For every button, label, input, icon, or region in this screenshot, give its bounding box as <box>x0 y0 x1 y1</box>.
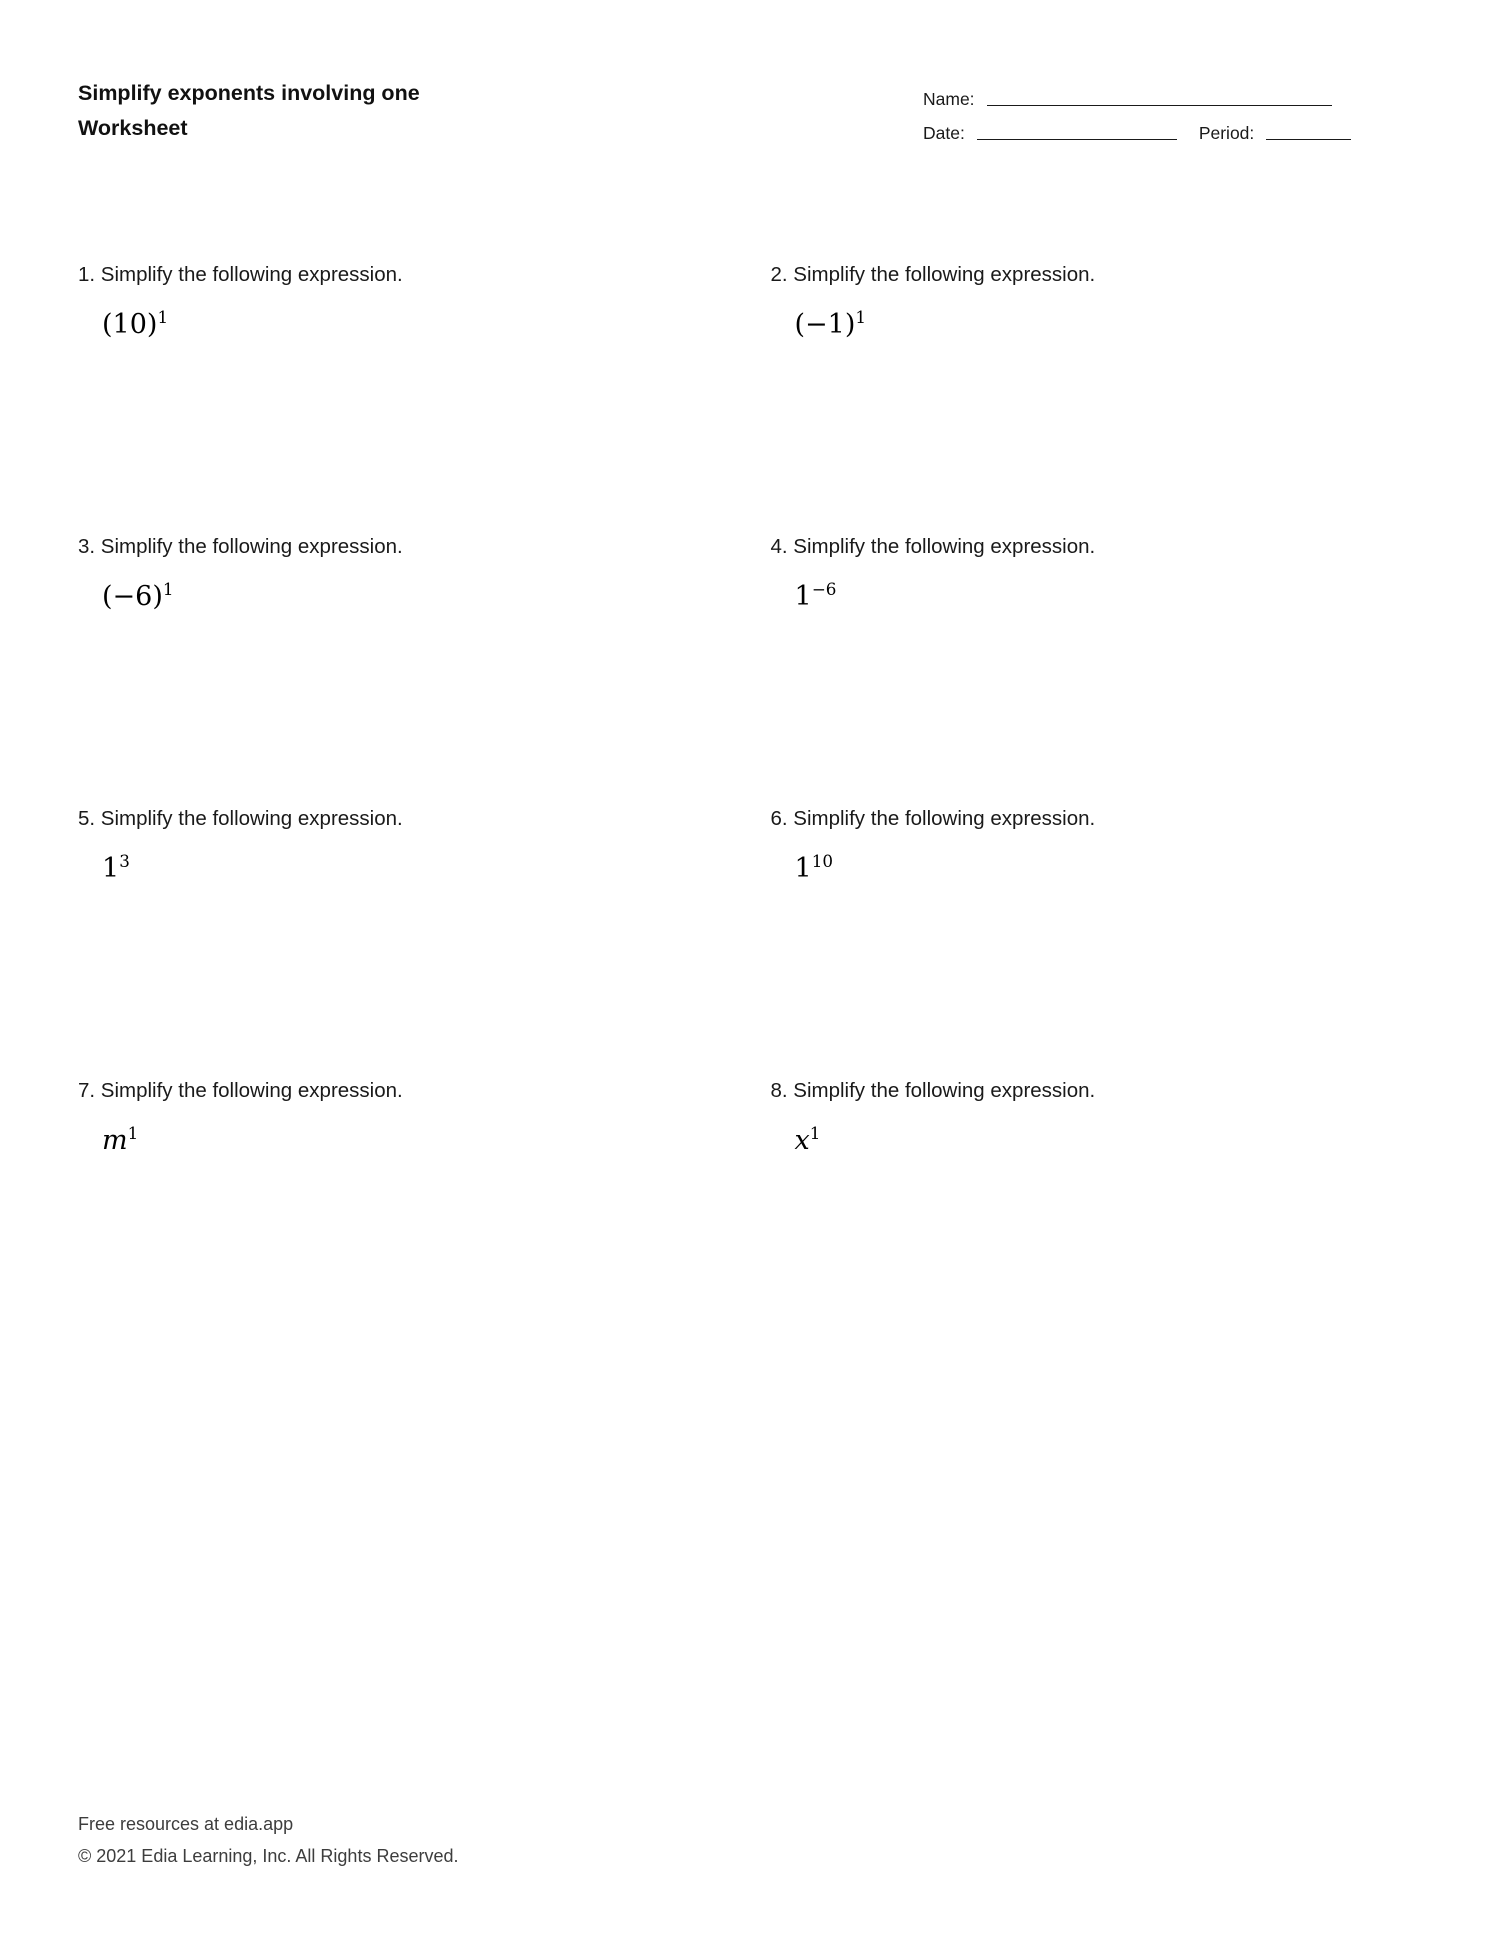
problem-expression <box>102 578 751 623</box>
expression-exponent: −6 <box>811 578 837 599</box>
problem-prompt: 7. Simplify the following expression. <box>78 1079 403 1102</box>
expression-base: x <box>794 1124 810 1156</box>
expression-base: 1 <box>102 852 120 884</box>
problem-item-4 <box>751 534 1424 806</box>
name-label: Name: <box>923 88 975 109</box>
problem-row <box>78 806 1423 1078</box>
problem-expression <box>102 850 751 895</box>
problem-item-1 <box>78 262 751 534</box>
problem-item-2 <box>751 262 1424 534</box>
problem-prompt: 2. Simplify the following expression. <box>770 263 1096 286</box>
problems-grid <box>78 262 1423 1350</box>
problem-row <box>78 1078 1423 1350</box>
footer-copyright-text: © 2021 Edia Learning, Inc. All Rights Reserved. <box>78 1845 459 1866</box>
date-period-field-row <box>923 110 1473 144</box>
page-footer <box>78 1809 458 1872</box>
expression-exponent: 1 <box>855 306 867 327</box>
expression-exponent: 1 <box>162 578 174 599</box>
expression-exponent: 10 <box>811 850 833 871</box>
problem-prompt: 3. Simplify the following expression. <box>78 535 403 558</box>
expression-base: m <box>102 1124 128 1156</box>
problem-expression <box>102 1122 751 1167</box>
expression-base: (−6) <box>102 580 163 612</box>
problem-expression <box>794 578 1424 623</box>
expression-base: (10) <box>102 308 158 340</box>
expression-exponent: 1 <box>127 1122 139 1143</box>
date-input-line[interactable] <box>977 138 1177 140</box>
problem-item-5 <box>78 806 751 1078</box>
problem-expression <box>102 306 751 351</box>
problem-item-8 <box>751 1078 1424 1350</box>
problem-expression <box>794 1122 1424 1167</box>
problem-item-3 <box>78 534 751 806</box>
expression-exponent: 1 <box>809 1122 821 1143</box>
problem-prompt: 1. Simplify the following expression. <box>78 263 403 286</box>
student-info-block <box>923 76 1473 144</box>
problem-item-6 <box>751 806 1424 1078</box>
expression-base: 1 <box>794 580 812 612</box>
worksheet-header <box>78 76 1422 166</box>
problem-prompt: 6. Simplify the following expression. <box>770 807 1096 830</box>
name-input-line[interactable] <box>987 104 1332 106</box>
problem-prompt: 4. Simplify the following expression. <box>770 535 1096 558</box>
expression-exponent: 3 <box>119 850 130 871</box>
problem-row <box>78 534 1423 806</box>
period-input-line[interactable] <box>1266 138 1351 140</box>
expression-exponent: 1 <box>157 306 169 327</box>
problem-prompt: 8. Simplify the following expression. <box>770 1079 1096 1102</box>
footer-resources-text: Free resources at edia.app <box>78 1814 294 1834</box>
expression-base: (−1) <box>794 308 856 340</box>
problem-expression <box>794 850 1424 895</box>
problem-expression <box>794 306 1424 351</box>
title-line-1: Simplify exponents involving one <box>78 81 420 105</box>
page-title <box>78 76 558 146</box>
expression-base: 1 <box>794 852 812 884</box>
problem-row <box>78 262 1423 534</box>
period-label: Period: <box>1198 122 1255 143</box>
problem-item-7 <box>78 1078 751 1350</box>
date-label: Date: <box>923 122 965 143</box>
title-line-2: Worksheet <box>78 115 188 140</box>
problem-prompt: 5. Simplify the following expression. <box>78 807 403 830</box>
name-field-row <box>923 76 1473 110</box>
